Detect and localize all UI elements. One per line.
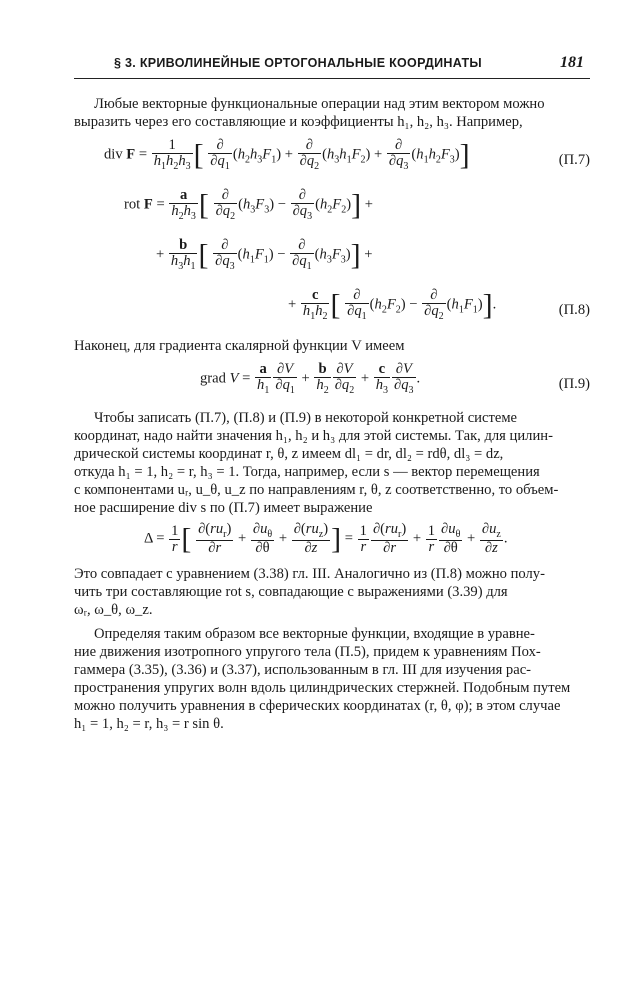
equation-rot-line2: + $\frac{b}{h_3h_1}$ [ $\frac{\partial}{\partial q_3}$ $(h_1F_1)$ − $\frac{\partial}{\partial q_1}$ $(h_3F_3)$] + [156, 237, 373, 273]
para4-line2: чить три составляющие rot s, совпадающие с выражениями (3.39) для [74, 584, 508, 600]
header-rule [74, 78, 590, 79]
running-title: § 3. КРИВОЛИНЕЙНЫЕ ОРТОГОНАЛЬНЫЕ КООРДИНАТЫ [114, 56, 482, 70]
para5-line1: Определяя таким образом все векторные функции, входящие в уравне- [94, 626, 535, 642]
para3-line5: с компонентами uᵣ, u_θ, u_z по направлениям r, θ, z соответственно, то объем- [74, 482, 559, 498]
para5-line6: h₁ = 1, h₂ = r, h₃ = r sin θ. [74, 716, 224, 732]
para5-line3: гаммера (3.35), (3.36) и (3.37), использованным в гл. III для изучения рас- [74, 662, 532, 678]
para3-line6: ное расширение div s по (П.7) имеет выражение [74, 500, 373, 516]
para5-line2: ние движения изотропного упругого тела (П.5), придем к уравнениям Пох- [74, 644, 541, 660]
para1-line1: Любые векторные функциональные операции над этим вектором можно [94, 96, 545, 112]
para3-line4: откуда h₁ = 1, h₂ = r, h₃ = 1. Тогда, например, если s — вектор перемещения [74, 464, 540, 480]
eq-label-grad: (П.9) [558, 376, 590, 392]
equation-div: div F = $\frac{1}{h_1h_2h_3}$ [ $\frac{\partial}{\partial q_1}$ $(h_2h_3F_1)$ + $\frac{\partial}{\partial q_2}$ $(h_3h_1F_2)$ + $\frac{\partial}{\partial q_3}$ $(h_1h_2F_3)$] [104, 137, 470, 173]
para3-line2: координат, надо найти значения h₁, h₂ и h₃ для этой системы. Так, для цилин- [74, 428, 553, 444]
para5-line5: можно получить уравнения в сферических координатах (r, θ, φ); в этом случае [74, 698, 561, 714]
para3-line3: дрической системы координат r, θ, z имеем dl₁ = dr, dl₂ = rdθ, dl₃ = dz, [74, 446, 504, 462]
equation-rot-line1: rot F = $\frac{a}{h_2h_3}$ [ $\frac{\partial}{\partial q_2}$ $(h_3F_3)$ − $\frac{\partial}{\partial q_3}$ $(h_2F_2)$] + [124, 187, 373, 223]
eq-label-div: (П.7) [558, 152, 590, 168]
page-header [74, 52, 590, 80]
equation-laplace: Δ = $\frac{1}{r}$ [ $\frac{\partial(ru_r)}{\partial r}$ + $\frac{\partial u_\theta}{\partial\theta}$ + $\frac{\partial(ru_z)}{\partial z}$ ] = $\frac{1}{r}$ $\frac{\partial(ru_r)}{\partial r}$ + $\frac{1}{r}$ $\frac{\partial u_\theta}{\partial\theta}$ + $\frac{\partial u_z}{\partial z}$ . [144, 521, 508, 557]
para2: Наконец, для градиента скалярной функции V имеем [74, 338, 405, 354]
equation-rot-line3: + $\frac{c}{h_1h_2}$ [ $\frac{\partial}{\partial q_1}$ $(h_2F_2)$ − $\frac{\partial}{\partial q_2}$ $(h_1F_1)$]. [288, 287, 497, 323]
eq-label-rot: (П.8) [558, 302, 590, 318]
equation-grad: grad V = $\frac{a}{h_1}$ $\frac{\partial V}{\partial q_1}$ + $\frac{b}{h_2}$ $\frac{\partial V}{\partial q_2}$ + $\frac{c}{h_3}$ $\frac{\partial V}{\partial q_3}$ . [200, 361, 421, 397]
para4-line1: Это совпадает с уравнением (3.38) гл. III. Аналогично из (П.8) можно полу- [74, 566, 545, 582]
para5-line4: пространения упругих волн вдоль цилиндрических стержней. Подобным путем [74, 680, 571, 696]
para1-line2: выразить через его составляющие и коэффициенты h₁, h₂, h₃. Например, [74, 114, 523, 130]
para4-line3: ωᵣ, ω_θ, ω_z. [74, 602, 153, 618]
page-number: 181 [560, 54, 584, 71]
para3-line1: Чтобы записать (П.7), (П.8) и (П.9) в некоторой конкретной системе [94, 410, 518, 426]
